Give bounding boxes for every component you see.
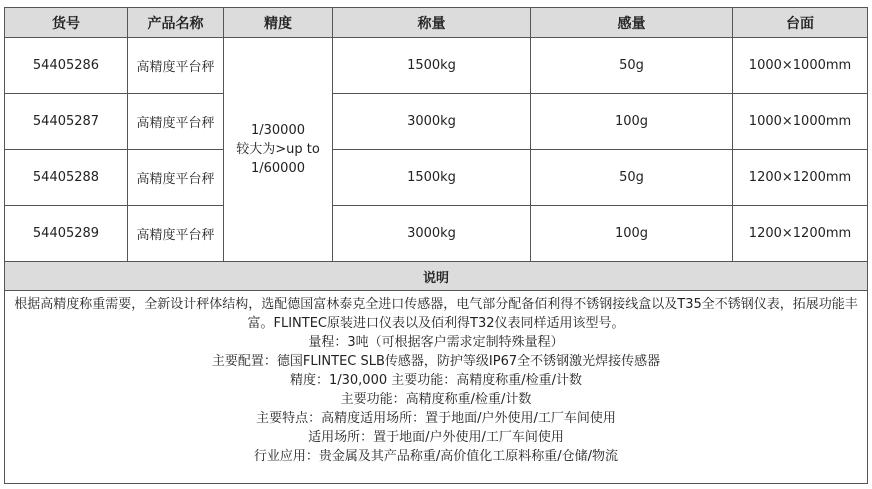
notes-line: 精度：1/30,000 主要功能：高精度称重/检重/计数 <box>289 373 583 388</box>
cell-capacity: 3000kg <box>333 94 531 150</box>
table-row <box>5 206 868 262</box>
notes-row <box>5 291 868 484</box>
cell-code: 54405287 <box>5 94 128 150</box>
cell-code: 54405288 <box>5 150 128 206</box>
notes-title: 说明 <box>5 262 868 291</box>
table-row <box>5 38 868 94</box>
notes-line: 行业应用：贵金属及其产品称重/高价值化工原料称重/仓储/物流 <box>253 449 619 464</box>
cell-code: 54405289 <box>5 206 128 262</box>
precision-line: 1/30000 <box>250 123 305 138</box>
notes-line: 主要功能：高精度称重/检重/计数 <box>340 392 532 407</box>
cell-product-name: 高精度平台秤 <box>128 206 224 262</box>
header-readability: 感量 <box>531 8 733 38</box>
cell-precision <box>224 38 333 262</box>
product-spec-table <box>4 7 868 484</box>
precision-line: 较大为>up to <box>236 142 320 157</box>
table-row <box>5 150 868 206</box>
notes-line: 适用场所：置于地面/户外使用/工厂车间使用 <box>308 430 564 445</box>
cell-capacity: 1500kg <box>333 38 531 94</box>
cell-platform: 1000×1000mm <box>733 94 868 150</box>
cell-platform: 1200×1200mm <box>733 150 868 206</box>
cell-capacity: 1500kg <box>333 150 531 206</box>
cell-readability: 50g <box>531 38 733 94</box>
notes-line: 主要特点：高精度适用场所：置于地面/户外使用/工厂车间使用 <box>256 411 616 426</box>
notes-body <box>5 291 868 484</box>
notes-line: 主要配置：德国FLINTEC SLB传感器，防护等级IP67全不锈钢激光焊接传感器 <box>211 354 661 369</box>
notes-line: 根据高精度称重需要，全新设计秤体结构，选配德国富林泰克全进口传感器，电气部分配备佰利得不锈钢接线盒以及T35全不锈钢仪表，拓展功能丰富。FLINTEC原装进口仪表以及佰利得T32仪表同样适用该型号。 <box>14 297 858 331</box>
table-header-row <box>5 8 868 38</box>
cell-readability: 50g <box>531 150 733 206</box>
header-precision: 精度 <box>224 8 333 38</box>
header-capacity: 称量 <box>333 8 531 38</box>
header-product-name: 产品名称 <box>128 8 224 38</box>
cell-platform: 1000×1000mm <box>733 38 868 94</box>
cell-product-name: 高精度平台秤 <box>128 38 224 94</box>
cell-platform: 1200×1200mm <box>733 206 868 262</box>
precision-line: 1/60000 <box>250 161 305 176</box>
cell-capacity: 3000kg <box>333 206 531 262</box>
notes-line: 量程：3吨（可根据客户需求定制特殊量程） <box>308 335 564 350</box>
cell-readability: 100g <box>531 206 733 262</box>
cell-readability: 100g <box>531 94 733 150</box>
cell-code: 54405286 <box>5 38 128 94</box>
notes-header-row <box>5 262 868 291</box>
header-platform: 台面 <box>733 8 868 38</box>
cell-product-name: 高精度平台秤 <box>128 94 224 150</box>
cell-product-name: 高精度平台秤 <box>128 150 224 206</box>
header-code: 货号 <box>5 8 128 38</box>
table-row <box>5 94 868 150</box>
